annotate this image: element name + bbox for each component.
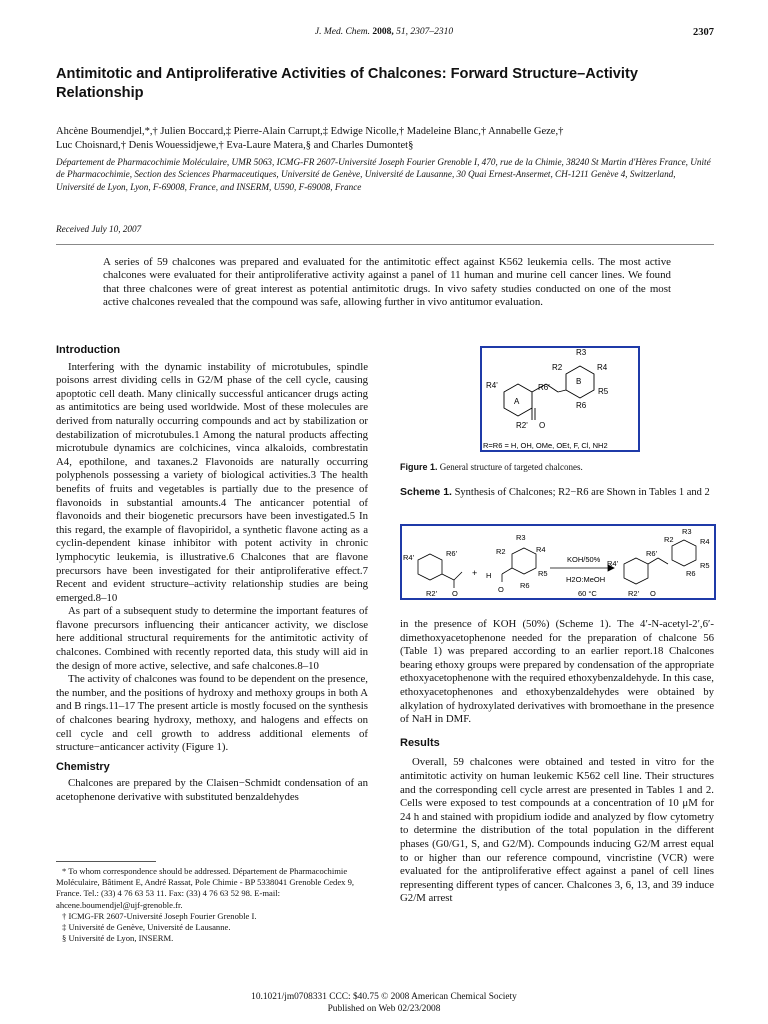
chemistry-paragraph: Chalcones are prepared by the Claisen−Schmidt condensation of an acetophenone derivative with substituted benzaldehydes (56, 777, 368, 803)
intro-paragraph-3: The activity of chalcones was found to be dependent on the presence, the number, and the positions of hydroxy and methoxy groups in both A and B rings.11–17 The present article is mostly focused on the synthesis of chalcones bearing hydroxy, methoxy, and halogens and effects on cell cycle and cell growth to address additional elements of structure−anticancer activity (Figure 1). (56, 673, 368, 754)
svg-text:R3: R3 (576, 348, 587, 357)
svg-text:R6: R6 (686, 569, 696, 578)
svg-text:R5: R5 (598, 387, 609, 396)
page-number: 2307 (693, 27, 714, 38)
scheme-1-caption: Scheme 1. Synthesis of Chalcones; R2−R6 are Shown in Tables 1 and 2 (400, 486, 710, 498)
svg-text:R2: R2 (552, 363, 563, 372)
figure-1-structure (480, 346, 640, 452)
svg-text:O: O (452, 589, 458, 598)
article-title: Antimitotic and Antiproliferative Activities of Chalcones: Forward Structure–Activity Relationship (56, 66, 638, 101)
svg-text:R6: R6 (576, 401, 587, 410)
intro-paragraph-1: Interfering with the dynamic instability of microtubules, spindle poisons arrest dividing cells in G2/M phase of the cell cycle, causing apoptotic cell death. Many clinically successful anticancer drugs acting as antimitotics are being used worldwide. Most of these molecules are derived from naturally occurring compounds and act by stabilization or destabilization of microtubules.1 Among the natural products affecting microtubule dynamics are colchicines, vinca alkaloids, combrestatin A4, epothilone, and taxanes.2 Flavonoids are naturally occurring polyphenols possessing a variety of biological activities.3 The health benefits of fruits and vegetables is partially due to the presence of flavonoids in substantial amounts.4 The anticancer potential of flavonoids and their biogenetic precursors have been investigated.5 In this regard, the example of flavopiridol, a synthetic flavone acting as a cyclin-dependent kinase inhibitor with potent activity in chronic lymphocytic leukemia, is illustrative.6 Chalcones that are flavone precursors have been investigated for their antiproliferative effect.7 Recent and evident structure–activity relationship studies are being emerged.8–10 (56, 360, 368, 604)
svg-text:+: + (472, 568, 478, 578)
svg-text:O: O (498, 585, 504, 594)
svg-text:O: O (539, 421, 546, 430)
results-paragraph: Overall, 59 chalcones were obtained and tested in vitro for the antimitotic activity on human leukemic K562 cell line. Their structures and the corresponding cell cycle arrest are presented in Tables 1 and 2. Cells were exposed to test compounds at a concentration of 10 μM for 24 h and stained with propidium iodide and analyzed by flow cytometry to determine the distribution of the total population in the different phases (G0/G1, S, and G2/M). Compounds inducing G2/M arrest equal to or higher than our reference compound, vincristine (VCR) were evaluated for the antiproliferative effect against a panel of cell lines representing different types of cancer. Chalcones 3, 6, 13, and 39 induce G2/M arrest (400, 756, 714, 905)
affiliations: Département de Pharmacochimie Moléculaire, UMR 5063, ICMG-FR 2607-Université Joseph Fourier Grenoble I, 470, rue de la Chimie, 38240 St Martin d'Hères France, Unité de Pharmacochimie, Section des Sciences Pharmaceutiques, Université de Genève, Université de Lausanne, 30 Quai Ernest-Ansermet, CH-1211 Genève 4, Switzerland, Université de Lyon, Lyon, F-69008, France, and INSERM, U590, F-69008, France (56, 157, 711, 192)
svg-text:R4: R4 (536, 545, 546, 554)
intro-paragraph-2: As part of a subsequent study to determine the important features of flavone precursors influencing their anticancer activity, we disclose here additional structural requirements for the antimitotic activity of chalcones. Combined with recently reported data, this study will aid in the design of more active, selective, and safe chalcones.8–10 (56, 605, 368, 672)
svg-text:R=R6 = H, OH, OMe, OEt, F, Cl,: R=R6 = H, OH, OMe, OEt, F, Cl, NH2 (483, 441, 608, 450)
svg-text:H: H (486, 571, 492, 580)
svg-text:60 °C: 60 °C (578, 589, 597, 598)
svg-text:R3: R3 (516, 533, 526, 542)
svg-text:R2: R2 (496, 547, 506, 556)
svg-text:A: A (514, 397, 520, 406)
svg-text:O: O (650, 589, 656, 598)
scheme-1-reaction (400, 524, 716, 600)
journal-reference: J. Med. Chem. 2008, 51, 2307–2310 (314, 27, 454, 37)
svg-text:R2': R2' (426, 589, 438, 598)
footnote-section: § Université de Lyon, INSERM. (62, 933, 174, 944)
doi-copyright: 10.1021/jm0708331 CCC: $40.75 © 2008 American Chemical Society (251, 992, 517, 1002)
divider (56, 244, 714, 245)
footnote-dagger: † ICMG-FR 2607-Université Joseph Fourier Grenoble I. (62, 910, 257, 921)
introduction-section (56, 344, 368, 805)
svg-text:R4': R4' (486, 381, 498, 390)
svg-text:B: B (576, 377, 582, 386)
svg-text:R3: R3 (682, 527, 692, 536)
footnote-corresponding: * To whom correspondence should be addressed. Département de Pharmacochimie Moléculaire, Bâtiment E, André Rassat, Pole Chimie - BP 5338041 Grenoble Cedex 9, France. Tel.: (33) 4 76 63 53 11. Fax: (33) 4 76 63 52 98. E-mail: ahcene.boumendjel@ujf-grenoble.fr. (56, 866, 355, 910)
chemistry-continued-paragraph: in the presence of KOH (50%) (Scheme 1). The 4′-N-acetyl-2′,6′-dimethoxyacetophenone needed for the preparation of chalcone 56 (Table 1) was prepared according to an earlier report.18 Chalcones bearing ethoxy groups were prepared by condensation of the appropriate ethoxyacetophenone with the required ethoxybenzaldehyde. In this case, ethoxyacetophenones and ethoxybenzaldehydes were obtained by alkylation of hydroxylated derivatives with bromoethane in the presence of NaH in DMF. (400, 618, 714, 726)
svg-text:R6': R6' (538, 383, 550, 392)
chalcone-structure-diagram (482, 348, 638, 450)
svg-text:R5: R5 (538, 569, 548, 578)
reaction-scheme-diagram (402, 526, 714, 598)
chemistry-heading: Chemistry (56, 760, 110, 773)
author-line-1: Ahcène Boumendjel,*,† Julien Boccard,‡ Pierre-Alain Carrupt,‡ Edwige Nicolle,† Madeleine Blanc,† Annabelle Geze,† (56, 126, 564, 137)
svg-text:R2: R2 (664, 535, 674, 544)
footnotes (56, 866, 368, 944)
svg-text:R2': R2' (516, 421, 528, 430)
svg-text:R4': R4' (607, 559, 619, 568)
right-column-text (400, 618, 714, 906)
footnote-double-dagger: ‡ Université de Genève, Université de Lausanne. (62, 922, 231, 933)
author-line-2: Luc Choisnard,† Denis Wouessidjewe,† Eva-Laure Matera,§ and Charles Dumontet§ (56, 140, 414, 151)
abstract: A series of 59 chalcones was prepared and evaluated for the antimitotic effect against K562 leukemia cells. The most active chalcones were evaluated for their antiproliferative activity against a panel of 11 human and murine cell cancer lines. We found that three chalcones were of great interest as potential antimitotic drugs. In vivo safety studies conducted on one of the most active chalcones revealed that the compound was safe, allowing further in vivo antitumor evaluation. (103, 256, 671, 309)
author-list (56, 125, 716, 153)
svg-text:R2': R2' (628, 589, 640, 598)
svg-text:R4: R4 (700, 537, 710, 546)
svg-text:H2O:MeOH: H2O:MeOH (566, 575, 606, 584)
received-date: Received July 10, 2007 (56, 224, 142, 234)
svg-text:R6': R6' (446, 549, 458, 558)
svg-text:R6: R6 (520, 581, 530, 590)
footnote-rule (56, 861, 156, 862)
svg-text:R4': R4' (403, 553, 415, 562)
svg-text:R6': R6' (646, 549, 658, 558)
svg-text:R4: R4 (597, 363, 608, 372)
results-heading: Results (400, 736, 440, 749)
svg-text:KOH/50%: KOH/50% (567, 555, 601, 564)
svg-text:R5: R5 (700, 561, 710, 570)
publication-date: Published on Web 02/23/2008 (327, 1004, 441, 1014)
figure-1-caption: Figure 1. General structure of targeted chalcones. (400, 462, 583, 472)
introduction-heading: Introduction (56, 344, 121, 356)
